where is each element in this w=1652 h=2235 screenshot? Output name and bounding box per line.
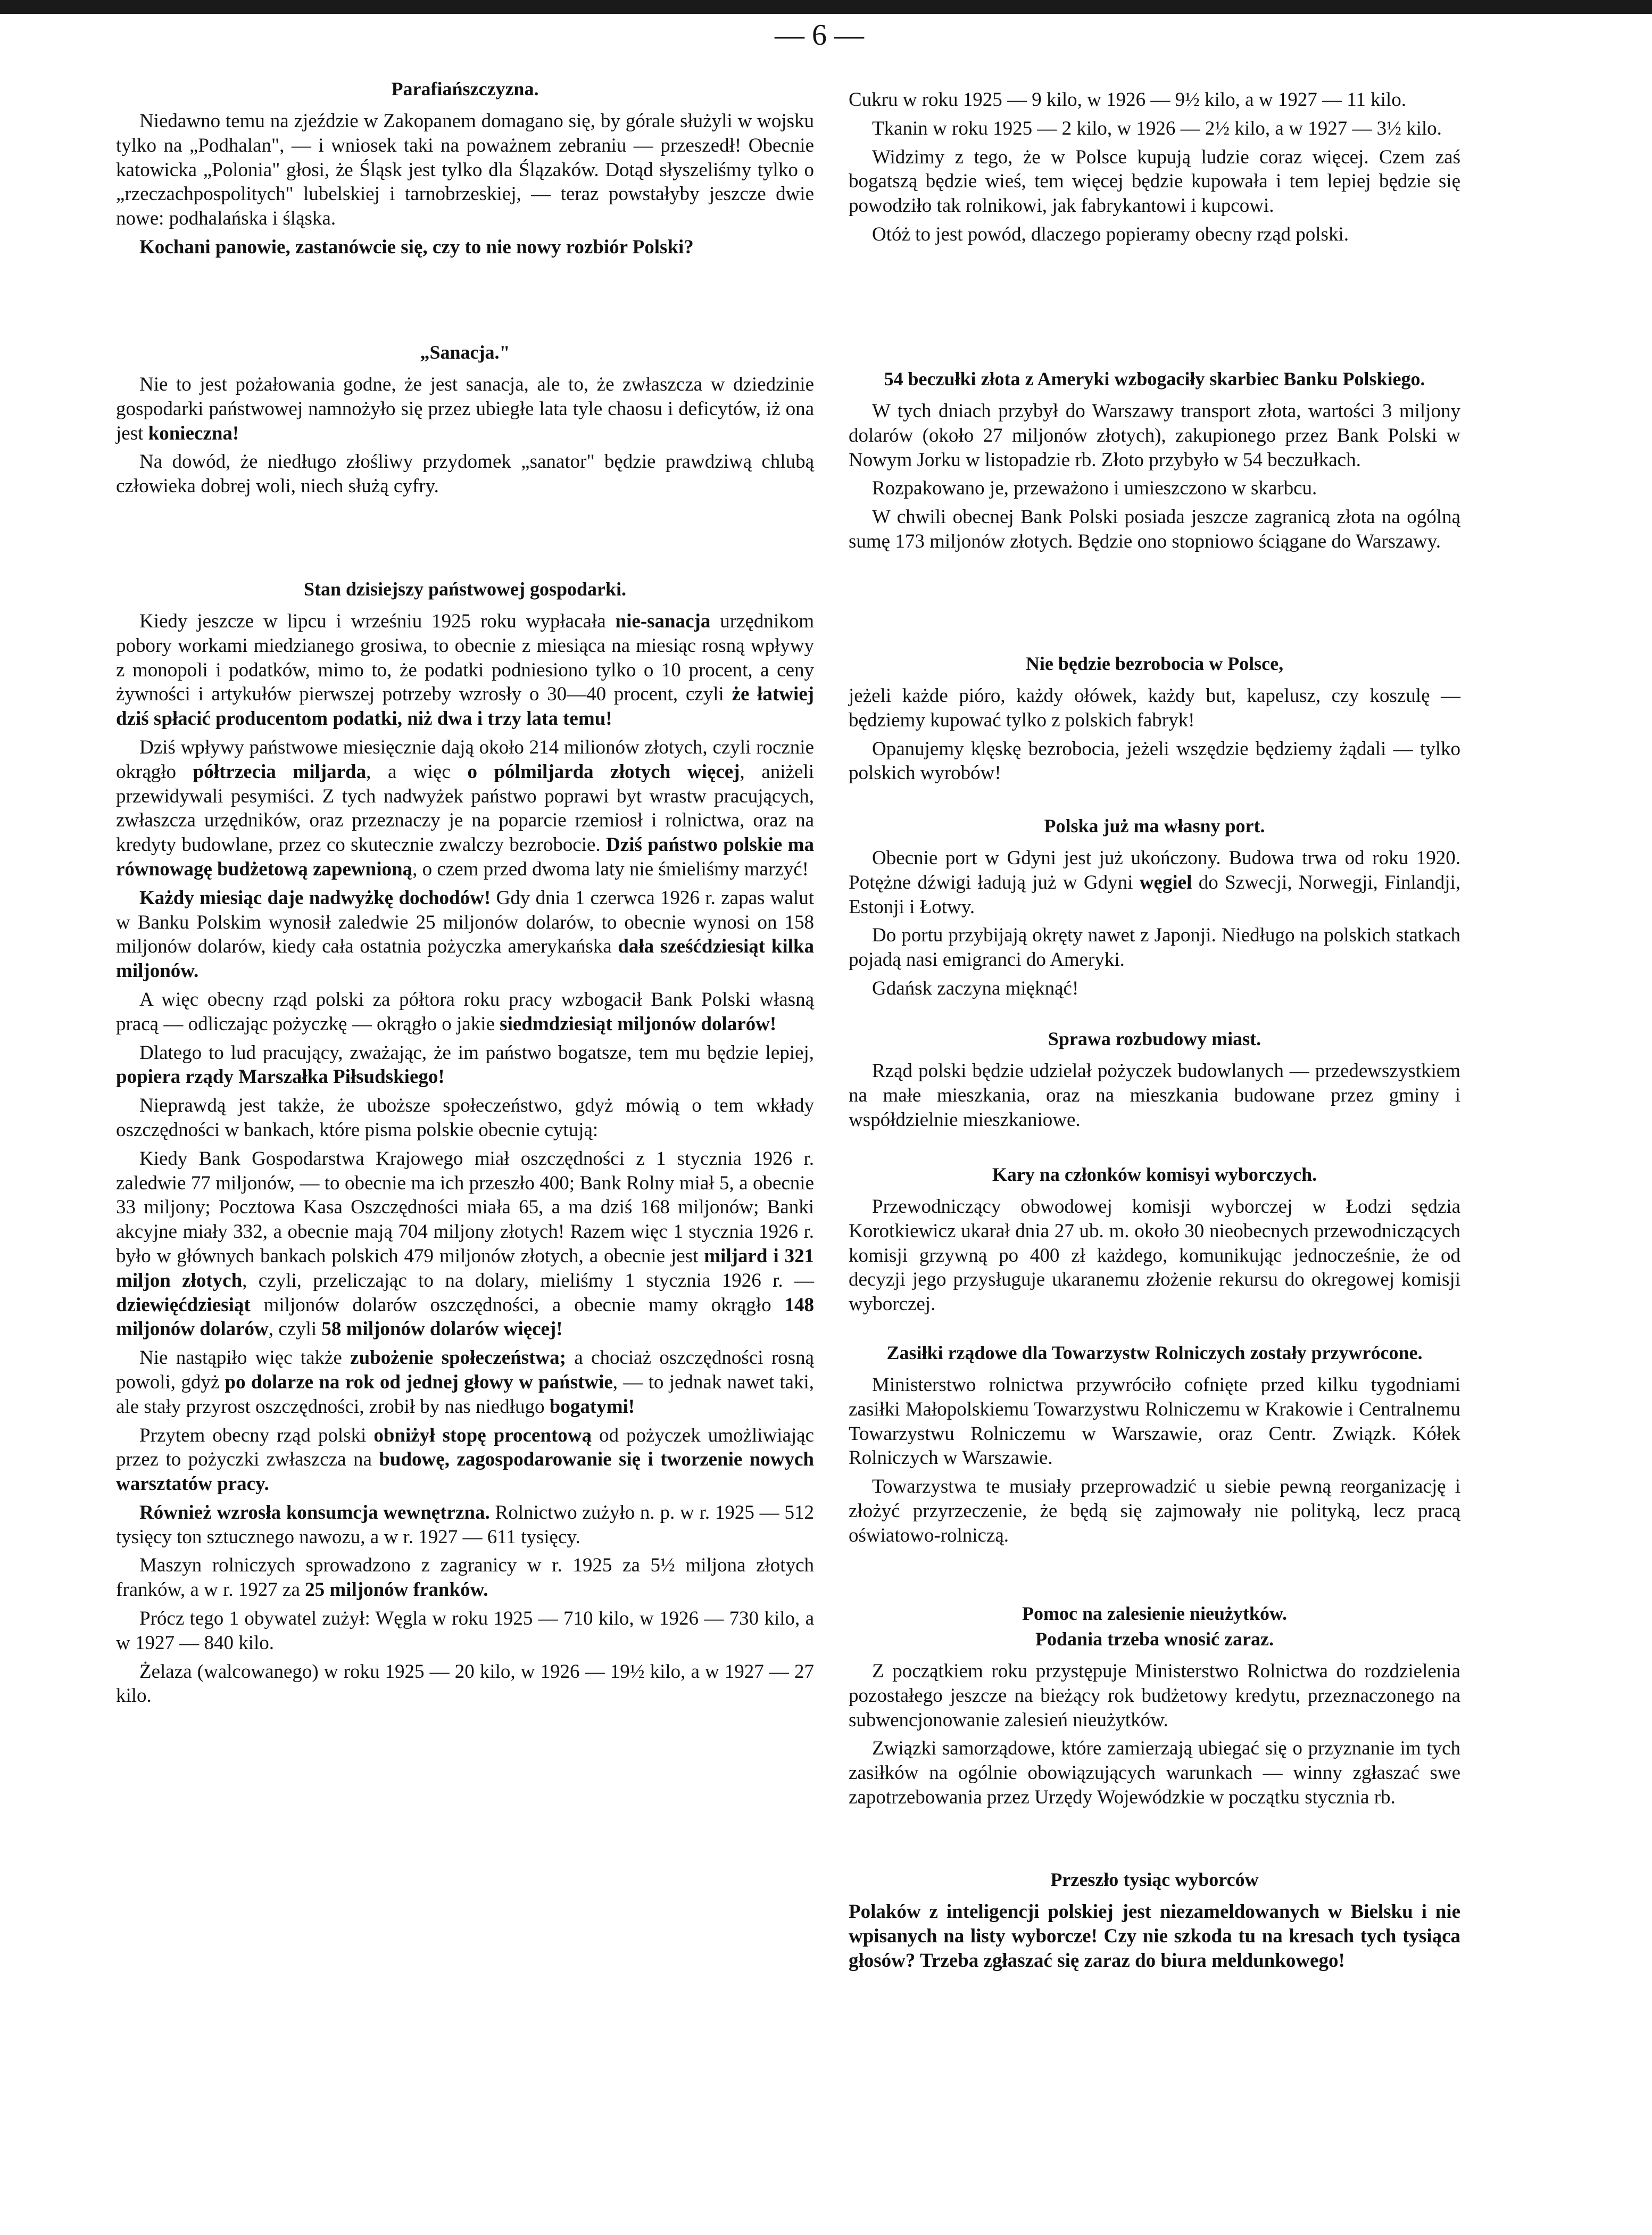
text: Kiedy jeszcze w lipcu i wrześniu 1925 roku wypłacała xyxy=(139,610,616,632)
text: od pożyczek umożliwiając przez to pożyczki zwłaszcza na xyxy=(116,1424,815,1471)
bold-text: dała sześćdziesiąt kilka miljonów. xyxy=(116,936,814,982)
article-rozbudowa xyxy=(849,1027,1460,1136)
paragraph: Żelaza (walcowanego) w roku 1925 — 20 kilo, w 1926 — 19½ kilo, a w 1927 — 27 kilo. xyxy=(116,1660,814,1707)
paragraph: Cukru w roku 1925 — 9 kilo, w 1926 — 9½ kilo, a w 1927 — 11 kilo. xyxy=(849,89,1406,111)
text: do Szwecji, Norwegji, Finlandji, Estonji i Łotwy. xyxy=(849,871,1460,918)
paragraph: Nieprawdą jest także, że uboższe społeczeństwo, gdyż mówią o tem wkłady oszczędności w bankach, które pisma polskie obecnie cytują: xyxy=(116,1095,814,1141)
paragraph xyxy=(849,846,1460,919)
text: , aniżeli przewidywali pesymiści. Z tych nadwyżek państwo poprawi byt wrastw pracujących, zwłaszcza urzędników, oraz przeznaczy je na poparcie rzemiosł i rolnictwa, oraz na kredyty budowlane, przez co skutecznie zwalczy bezrobocie. xyxy=(116,760,814,856)
paragraph: Niedawno temu na zjeździe w Zakopanem domagano się, by górale służyli w wojsku tylko na „Podhalan", — i wniosek taki na poważnem zebraniu — przeszedł! Obecnie katowicka „Polonia" głosi, że Śląsk jest tylko dla Ślązaków. Dotąd słyszeliśmy tylko o „rzeczachpospolitych" lubelskiej i tarnobrzeskiej, — teraz powstałyby jeszcze dwie nowe: podhalańska i śląska. xyxy=(116,110,814,230)
bold-text: dziewięćdziesiąt xyxy=(116,1294,251,1316)
article-title: 54 beczułki złota z Ameryki wzbogaciły skarbiec Banku Polskiego. xyxy=(884,368,1425,390)
article-title: Przeszło tysiąc wyborców xyxy=(1050,1869,1259,1890)
paragraph xyxy=(116,1501,814,1550)
bold-text: zubożenie społeczeństwa; xyxy=(350,1347,566,1369)
page-top-border xyxy=(0,0,1652,14)
bold-text: nie-sanacja xyxy=(615,610,711,632)
paragraph xyxy=(116,886,814,983)
text: Nie to jest pożałowania godne, że jest sanacja, ale to, że zwłaszcza w dziedzinie gospodarki państwowej namnożyło się przez ubiegłe lata tyle chaosu i deficytów, iż ona jest xyxy=(116,374,814,444)
article-title: Kary na członków komisyi wyborczych. xyxy=(992,1164,1317,1185)
paragraph: Opanujemy klęskę bezrobocia, jeżeli wszędzie będziemy żądali — tylko polskich wyrobów! xyxy=(849,738,1460,784)
paragraph xyxy=(116,235,814,260)
article-title: Sprawa rozbudowy miast. xyxy=(1048,1028,1261,1049)
article-title: „Sanacja." xyxy=(420,342,510,363)
paragraph xyxy=(116,1147,814,1342)
article-zalesienie xyxy=(849,1602,1460,1814)
bold-text: o pólmiljarda złotych więcej xyxy=(467,760,740,783)
text: Rolnictwo zużyło n. p. w r. 1925 — 512 tysięcy ton sztucznego nawozu, a w r. 1927 — 611 tysięcy. xyxy=(116,1501,814,1548)
bold-text: po dolarze na rok od jednej głowy w państwie xyxy=(225,1371,613,1393)
text: , o czem przed dwoma laty nie śmieliśmy marzyć! xyxy=(412,858,809,880)
bold-text: 58 miljonów dolarów więcej! xyxy=(321,1318,563,1340)
text: Obecnie port w Gdyni jest już ukończony. Budowa trwa od roku 1920. Potężne dźwigi ładują już w Gdyni xyxy=(849,847,1460,893)
article-tysiac-wyborcow xyxy=(849,1868,1460,1977)
paragraph: Ministerstwo rolnictwa przywróciło cofnięte przed kilku tygodniami zasiłki Małopolskiemu Towarzystwu Rolniczemu w Krakowie i Centralnemu Towarzystwu Rolniczemu w Warszawie, oraz Centr. Związk. Kółek Rolniczych w Warszawie. xyxy=(849,1374,1460,1469)
paragraph xyxy=(116,735,814,882)
paragraph xyxy=(116,1553,814,1602)
paragraph xyxy=(849,1900,1460,1973)
paragraph: W chwili obecnej Bank Polski posiada jeszcze zagranicą złota na ogólną sumę 173 miljonów złotych. Będzie ono stopniowo ściągane do Warszawy. xyxy=(849,506,1460,552)
text: urzędnikom pobory workami miedzianego grosiwa, to obecnie z miesiąca na miesiąc rosną wpływy z monopoli i podatków, mimo to, że podatki podniesiono tylko o 10 procent, a ceny żywności i artykułów pierwszej potrzeby wzrosły o 30—40 procent, czyli xyxy=(116,610,814,706)
bold-text: miljard i 321 miljon złotych xyxy=(116,1245,815,1292)
text: Gdy dnia 1 czerwca 1926 r. zapas walut w Banku Polskim wynosił zaledwie 25 miljonów dolarów, to obecnie wynosi on 158 miljonów dolarów, kiedy cała ostatnia pożyczka amerykańska xyxy=(116,887,814,958)
bold-text: węgiel xyxy=(1139,871,1192,893)
paragraph xyxy=(116,988,814,1037)
bold-text: obniżył stopę procentową xyxy=(373,1424,592,1446)
paragraph xyxy=(116,372,814,445)
paragraph: Rząd polski będzie udzielał pożyczek budowlanych — przedewszystkiem na małe mieszkania, oraz na mieszkania budowane przez gminy i współdzielnie mieszkaniowe. xyxy=(849,1060,1460,1131)
bold-text: półtrzecia miljarda xyxy=(193,760,367,783)
text: A więc obecny rząd polski za półtora roku pracy wzbogacił Bank Polski własną pracą — odliczając pożyczkę — okrągło o jakie xyxy=(116,988,814,1035)
paragraph: Z początkiem roku przystępuje Ministerstwo Rolnictwa do rozdzielenia pozostałego jeszcze na bieżący rok budżetowy kredytu, przeznaczonego na subwencjonowanie zalesień nieużytków. xyxy=(849,1660,1460,1731)
text: , a więc xyxy=(366,760,468,783)
article-kary xyxy=(849,1163,1460,1321)
bold-text: 25 miljonów franków. xyxy=(305,1579,488,1601)
bold-text: Dziś państwo polskie ma równowagę budżetową zapewnioną xyxy=(116,834,814,880)
text: , — to jednak nawet taki, ale stały przyrost oszczędności, zrobił by nas niedługo xyxy=(116,1371,814,1418)
article-parafianszczyzna xyxy=(116,77,814,264)
bold-text: Również wzrosła konsumcja wewnętrzna. xyxy=(139,1501,490,1524)
bold-text: siedmdziesiąt miljonów dolarów! xyxy=(500,1013,777,1035)
paragraph: Do portu przybijają okręty nawet z Japonji. Niedługo na polskich statkach pojadą nasi emigranci do Ameryki. xyxy=(849,924,1460,971)
text: , czyli, przeliczając to na dolary, mieliśmy 1 stycznia 1926 r. — xyxy=(242,1269,814,1292)
paragraph: Otóż to jest powód, dlaczego popieramy obecny rząd polski. xyxy=(872,223,1349,245)
paragraph: Widzimy z tego, że w Polsce kupują ludzie coraz więcej. Czem zaś bogatszą będzie wieś, tem więcej będzie kupowała i tem lepiej będzie się powodziło tak rolnikowi, jak fabrykantowi i kupcowi. xyxy=(849,146,1460,217)
paragraph xyxy=(116,1041,814,1090)
bold-text: Polaków z inteligencji polskiej jest niezameldowanych w Bielsku i nie wpisanych na listy wyborcze! Czy nie szkoda tu na kresach tych tysiąca głosów? Trzeba zgłaszać się zaraz do biura meldunkowego! xyxy=(849,1901,1460,1972)
text: , czyli xyxy=(268,1318,322,1340)
paragraph: Na dowód, że niedługo złośliwy przydomek „sanator" będzie prawdziwą chlubą człowieka dobrej woli, niech służą cyfry. xyxy=(116,451,814,498)
paragraph: jeżeli każde pióro, każdy ołówek, każdy but, kapelusz, czy koszulę — będziemy kupować tylko z polskich fabryk! xyxy=(849,685,1460,731)
bold-text: konieczna! xyxy=(148,422,239,444)
text: Przytem obecny rząd polski xyxy=(139,1424,374,1446)
text: Dlatego to lud pracujący, zważając, że im państwo bogatsze, tem mu będzie lepiej, xyxy=(139,1041,814,1064)
article-subtitle: Podania trzeba wnosić zaraz. xyxy=(1035,1628,1274,1650)
paragraph: Związki samorządowe, które zamierzają ubiegać się o przyznanie im tych zasiłków na ogólnie obowiązujących warunkach — winny zgłaszać swe zapotrzebowania przez Urzędy Wojewódzkie w początku stycznia rb. xyxy=(849,1737,1460,1808)
paragraph: Tkanin w roku 1925 — 2 kilo, w 1926 — 2½ kilo, a w 1927 — 3½ kilo. xyxy=(872,117,1442,139)
paragraph: Prócz tego 1 obywatel zużył: Węgla w roku 1925 — 710 kilo, w 1926 — 730 kilo, a w 1927 — 840 kilo. xyxy=(116,1608,814,1654)
article-sanacja xyxy=(116,341,814,503)
paragraph: Przewodniczący obwodowej komisji wyborczej w Łodzi sędzia Korotkiewicz ukarał dnia 27 ub. m. około 30 nieobecnych przewodniczących komisji grzywną po 400 zł każdego, komunikując jednocześnie, że od decyzji jego przysługuje ukaranemu złożenie rekursu do okregowej komisji wyborczej. xyxy=(849,1196,1460,1315)
bold-text: popiera rządy Marszałka Piłsudskiego! xyxy=(116,1066,445,1088)
bold-text: 148 miljonów dolarów xyxy=(116,1294,814,1340)
bold-text: Każdy miesiąc daje nadwyżkę dochodów! xyxy=(139,887,491,909)
paragraph xyxy=(116,1423,814,1496)
paragraph xyxy=(116,609,814,731)
article-title: Parafiańszczyzna. xyxy=(391,78,539,100)
bold-text: budowę, zagospodarowanie się i tworzenie nowych warsztatów pracy. xyxy=(116,1448,814,1495)
article-title: Stan dzisiejszy państwowej gospodarki. xyxy=(303,578,627,600)
article-title: Nie będzie bezrobocia w Polsce, xyxy=(1025,653,1284,674)
bold-text: że łatwiej dziś spłacić producentom podatki, niż dwa i trzy lata temu! xyxy=(116,683,814,730)
article-title: Polska już ma własny port. xyxy=(1044,815,1265,837)
article-zasilki xyxy=(849,1341,1460,1552)
article-stan-gospodarki xyxy=(116,577,814,1712)
page-number: — 6 — xyxy=(775,19,864,52)
paragraph xyxy=(116,1346,814,1419)
article-title: Pomoc na zalesienie nieużytków. xyxy=(1022,1603,1287,1624)
text: Kiedy Bank Gospodarstwa Krajowego miał oszczędności z 1 stycznia 1926 r. zaledwie 77 miljonów, — to obecnie ma ich przeszło 400; Bank Rolny miał 5, a obecnie 33 miljony; Pocztowa Kasa Oszczędności miała 65, a ma dziś 168 miljonów; Banki akcyjne miały 332, a obecnie mają 704 miljony złotych! Razem więc 1 stycznia 1926 r. było w głównych bankach polskich 479 miljonów złotych, a obecnie jest xyxy=(116,1147,814,1267)
article-bezrobocie xyxy=(849,652,1460,790)
paragraph: Towarzystwa te musiały przeprowadzić u siebie pewną reorganizację i złożyć przyrzeczenie, że będą się zajmowały nie polityką, lecz pracą oświatowo-rolniczą. xyxy=(849,1476,1460,1546)
article-port xyxy=(849,814,1460,1005)
paragraph: Gdańsk zaczyna mięknąć! xyxy=(872,977,1079,999)
text: Dziś wpływy państwowe miesięcznie dają około 214 milionów złotych, czyli rocznie okrągło xyxy=(116,736,814,783)
paragraph: Rozpakowano je, przeważono i umieszczono w skarbcu. xyxy=(872,477,1317,500)
text: Nie nastąpiło więc także xyxy=(139,1347,351,1369)
article-cukru xyxy=(849,88,1460,251)
text: Maszyn rolniczych sprowadzono z zagranicy w r. 1925 za 5½ miljona złotych franków, a w r. 1927 za xyxy=(116,1554,814,1601)
article-zloto xyxy=(849,367,1460,558)
paragraph: W tych dniach przybył do Warszawy transport złota, wartości 3 miljony dolarów (około 27 miljonów złotych), zakupionego przez Bank Polski w Nowym Jorku w listopadzie rb. Złoto przybyło w 54 beczułkach. xyxy=(849,400,1460,471)
bold-text: Kochani panowie, zastanówcie się, czy to nie nowy rozbiór Polski? xyxy=(139,236,694,258)
text: miljonów dolarów oszczędności, a obecnie mamy okrągło xyxy=(250,1294,785,1316)
bold-text: bogatymi! xyxy=(549,1395,635,1418)
text: a chociaż oszczędności rosną powoli, gdyż xyxy=(116,1347,814,1393)
article-title: Zasiłki rządowe dla Towarzystw Rolniczych zostały przywrócone. xyxy=(886,1342,1423,1363)
